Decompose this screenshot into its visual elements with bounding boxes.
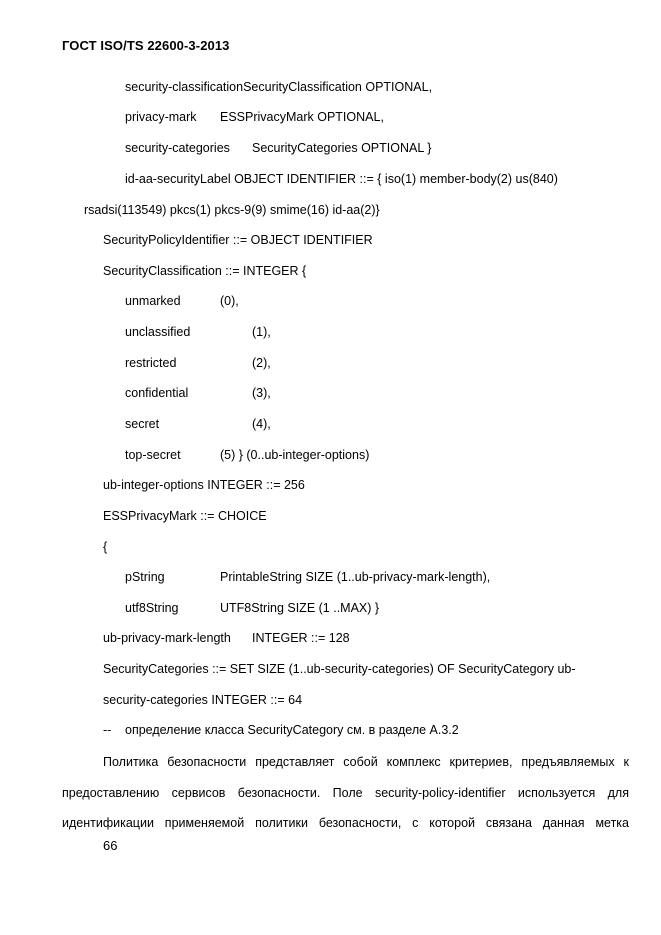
code-line-security-categories-bound: security-categories INTEGER ::= 64: [103, 693, 303, 707]
enum-value: (0),: [220, 294, 239, 308]
enum-value: (2),: [252, 356, 271, 370]
field-type: UTF8String SIZE (1 ..MAX) }: [220, 601, 380, 615]
field-type: INTEGER ::= 128: [252, 631, 350, 645]
field-name: ub-privacy-mark-length: [103, 631, 231, 645]
enum-name: restricted: [125, 356, 177, 370]
enum-value: (5) } (0..ub-integer-options): [220, 448, 370, 462]
enum-name: top-secret: [125, 448, 181, 462]
field-name: pString: [125, 570, 165, 584]
code-line-ub-integer: ub-integer-options INTEGER ::= 256: [103, 478, 305, 492]
field-type: SecurityCategories OPTIONAL }: [252, 141, 432, 155]
code-line-open-brace: {: [103, 540, 108, 554]
page-number: 66: [103, 838, 118, 853]
code-line-policy-identifier: SecurityPolicyIdentifier ::= OBJECT IDENTIFIER: [103, 233, 373, 247]
field-type: PrintableString SIZE (1..ub-privacy-mark-length),: [220, 570, 491, 584]
code-line-id-aa-2: rsadsi(113549) pkcs(1) pkcs-9(9) smime(16) id-aa(2)}: [84, 203, 380, 217]
code-line-security-categories-def: SecurityCategories ::= SET SIZE (1..ub-security-categories) OF SecurityCategory ub-: [103, 662, 576, 676]
field-type: ESSPrivacyMark OPTIONAL,: [220, 110, 384, 124]
enum-name: unmarked: [125, 294, 181, 308]
enum-value: (4),: [252, 417, 271, 431]
enum-value: (3),: [252, 386, 271, 400]
code-line-ess-privacy-mark: ESSPrivacyMark ::= CHOICE: [103, 509, 267, 523]
comment-dash: --: [103, 723, 112, 737]
paragraph-line-1: Политика безопасности представляет собой комплекс критериев, предъявляемых к: [103, 755, 629, 769]
enum-name: confidential: [125, 386, 189, 400]
paragraph-line-3: идентификации применяемой политики безопасности, с которой связана данная метка: [62, 816, 629, 830]
enum-name: unclassified: [125, 325, 191, 339]
code-line-id-aa-1: id-aa-securityLabel OBJECT IDENTIFIER ::= { iso(1) member-body(2) us(840): [125, 172, 558, 186]
comment-text: определение класса SecurityCategory см. в разделе А.3.2: [125, 723, 459, 737]
code-line-classification: SecurityClassification ::= INTEGER {: [103, 264, 307, 278]
field-name: utf8String: [125, 601, 179, 615]
field-name: privacy-mark: [125, 110, 197, 124]
paragraph-line-2: предоставлению сервисов безопасности. Поле security-policy-identifier используется для: [62, 786, 629, 800]
enum-name: secret: [125, 417, 160, 431]
document-header: ГОСТ ISO/TS 22600-3-2013: [62, 38, 230, 53]
enum-value: (1),: [252, 325, 271, 339]
code-line-security-classification: security-classificationSecurityClassification OPTIONAL,: [125, 80, 433, 94]
field-name: security-categories: [125, 141, 230, 155]
